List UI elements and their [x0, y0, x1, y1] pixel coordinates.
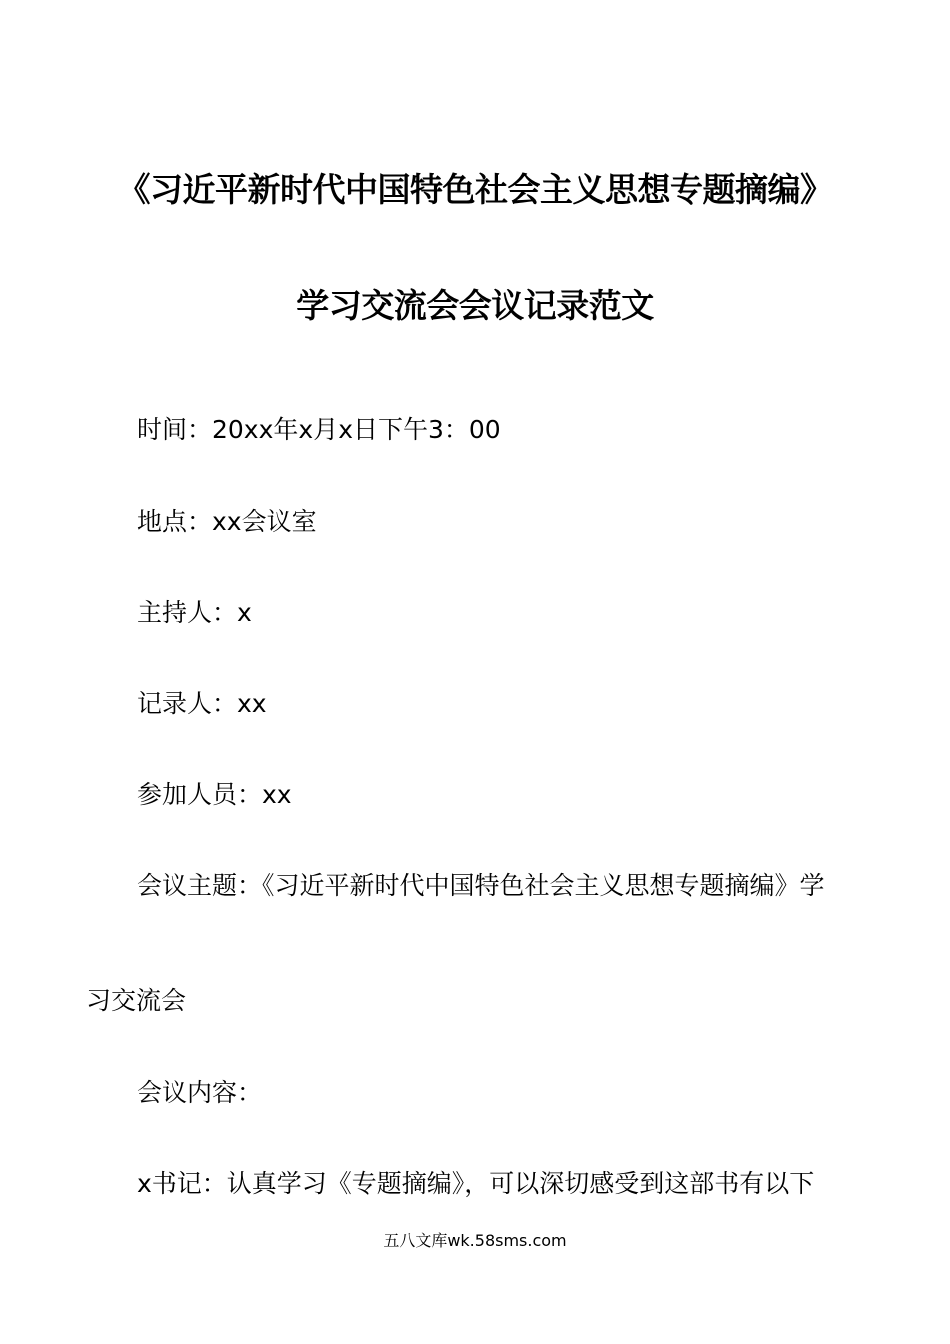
footer-watermark: 五八文库wk.58sms.com — [383, 1231, 567, 1250]
meeting-host: 主持人：x — [137, 598, 252, 627]
document-title-line-1: 《习近平新时代中国特色社会主义思想专题摘编》 — [117, 170, 833, 209]
meeting-topic-continued: 习交流会 — [86, 986, 187, 1015]
document-title-line-2: 学习交流会会议记录范文 — [296, 286, 654, 325]
secretary-remarks: x书记：认真学习《专题摘编》，可以深切感受到这部书有以下 — [137, 1169, 815, 1198]
meeting-location: 地点：xx会议室 — [137, 507, 317, 536]
meeting-participants: 参加人员：xx — [137, 780, 292, 809]
meeting-content-label: 会议内容： — [137, 1078, 263, 1107]
meeting-recorder: 记录人：xx — [137, 689, 267, 718]
meeting-topic: 会议主题：《习近平新时代中国特色社会主义思想专题摘编》学 — [137, 871, 825, 900]
meeting-time: 时间：20xx年x月x日下午3：00 — [137, 415, 501, 444]
